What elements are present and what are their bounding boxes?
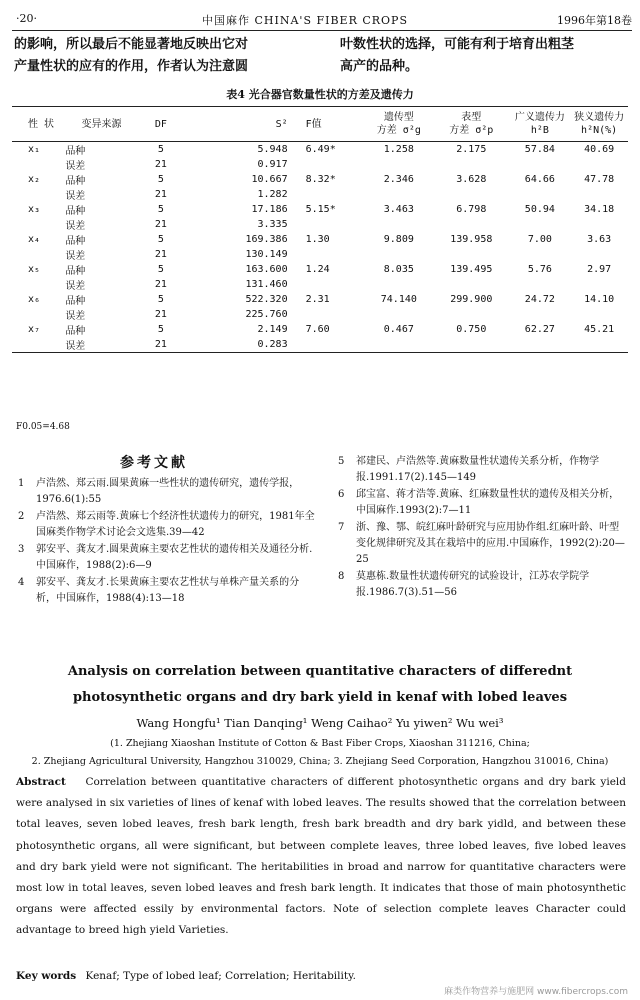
table-header-cell: 表型 方差 σ²p <box>449 112 494 136</box>
table-cell <box>306 187 365 202</box>
table-cell: 0.467 <box>383 324 414 335</box>
affiliation-line2: 2. Zhejiang Agricultural University, Hangzhou 310029, China; 3. Zhejiang Seed Corporation, Hangzhou 310016, China) <box>31 756 609 767</box>
table-cell <box>509 337 570 353</box>
table-header-cell: 遗传型 方差 σ²g <box>376 112 421 136</box>
table-cell: 误差 <box>65 281 86 292</box>
table-cell: 误差 <box>65 311 86 322</box>
reference-item <box>338 487 628 519</box>
reference-number: 7 <box>338 522 345 533</box>
table-cell: 522.320 <box>245 294 288 305</box>
table-header-cell: 变异来源 <box>81 118 122 130</box>
table-cell: 225.760 <box>245 309 288 320</box>
reference-item <box>338 520 628 568</box>
table-cell <box>509 157 570 172</box>
table-cell <box>365 277 434 292</box>
table-cell: 62.27 <box>524 324 555 335</box>
table-cell: 40.69 <box>584 144 615 155</box>
reference-text: 卢浩然、郑云雨.圆果黄麻一些性状的遗传研究，遗传学报，1976.6(1):55 <box>36 478 300 505</box>
table-cell: 131.460 <box>245 279 288 290</box>
reference-number: 8 <box>338 571 345 582</box>
table-cell: 74.140 <box>380 294 417 305</box>
table-body <box>12 142 628 353</box>
table-cell: x₅ <box>28 264 41 275</box>
table-cell: 34.18 <box>584 204 615 215</box>
table-cell: 品种 <box>65 146 86 157</box>
table-cell <box>306 247 365 262</box>
table-cell: 0.283 <box>257 339 288 350</box>
page-number: ·20· <box>16 12 37 25</box>
table-row <box>12 337 628 353</box>
table-cell <box>570 247 628 262</box>
table-row <box>12 157 628 172</box>
table-cell: 1.282 <box>257 189 288 200</box>
volume-info: 1996年第18卷 <box>557 14 632 27</box>
body-text-left <box>14 34 314 78</box>
table-cell: 7.60 <box>305 324 330 335</box>
keywords-text: Kenaf; Type of lobed leaf; Correlation; Heritability. <box>85 970 356 982</box>
table-cell <box>570 187 628 202</box>
table-cell: 5 <box>157 144 164 155</box>
table-cell: 21 <box>154 339 167 350</box>
table-cell: 139.495 <box>450 264 493 275</box>
table-cell: 品种 <box>65 296 86 307</box>
table-header-cell: DF <box>154 118 167 130</box>
table-row <box>12 247 628 262</box>
table-cell: 品种 <box>65 236 86 247</box>
reference-number: 2 <box>18 511 25 522</box>
reference-number: 5 <box>338 456 345 467</box>
table-cell: 5 <box>157 204 164 215</box>
reference-item <box>338 454 628 486</box>
table-cell <box>433 307 509 322</box>
table-cell <box>509 277 570 292</box>
table-cell: 品种 <box>65 176 86 187</box>
table-cell: x₃ <box>28 204 41 215</box>
table-cell: 7.00 <box>527 234 552 245</box>
table-cell <box>12 337 65 353</box>
table-cell <box>433 187 509 202</box>
table-cell <box>365 217 434 232</box>
table-header-cell: 性 状 <box>28 118 55 130</box>
table-cell: x₂ <box>28 174 41 185</box>
english-title-line2: photosynthetic organs and dry bark yield in kenaf with lobed leaves <box>72 690 568 705</box>
table-cell: 品种 <box>65 326 86 337</box>
table-cell: 139.958 <box>450 234 493 245</box>
table-cell <box>509 187 570 202</box>
table-row <box>12 187 628 202</box>
table-cell: 57.84 <box>524 144 555 155</box>
abstract-label: Abstract <box>16 776 66 788</box>
abstract-text: Correlation between quantitative characters of different photosynthetic organs and dry bark yield were analysed in six varieties of lines of kenaf with lobed leaves. The results showed that the correlation between total leaves, seven lobed leaves, fresh bark length, fresh bark breadth and dry bark yidld, and between these photosynthetic organs, all were significant, but between complete leaves, three lobed leaves, five lobed leaves and dry bark yield were not significant. The heritabilities in broad and narrow for quantitative characters were most low in total leaves, seven lobed leaves and fresh bark length. It indicates that those of main photosynthetic organs were affected essily by environmental factors. Note of selection complete leaves Character could advantage to breed high yield Varieties. <box>16 776 627 937</box>
references-left <box>18 476 318 608</box>
table-cell: 163.600 <box>245 264 288 275</box>
table-cell <box>306 217 365 232</box>
table-cell: 品种 <box>65 266 86 277</box>
table-cell: 误差 <box>65 161 86 172</box>
table-cell <box>365 247 434 262</box>
table-cell <box>570 337 628 353</box>
table-row <box>12 142 628 158</box>
table-row <box>12 202 628 217</box>
reference-number: 1 <box>18 478 25 489</box>
reference-text: 浙、豫、鄂、皖红麻叶龄研究与应用协作组.红麻叶龄、叶型变化规律研究及其在栽培中的应用.中国麻作，1992(2):20—25 <box>356 522 625 565</box>
table-row <box>12 232 628 247</box>
table-cell: 2.175 <box>456 144 487 155</box>
running-header <box>12 10 632 31</box>
table-cell: 50.94 <box>524 204 555 215</box>
table-cell <box>570 307 628 322</box>
table-cell: 8.035 <box>383 264 414 275</box>
body-text-right <box>340 34 630 78</box>
table-cell <box>12 217 65 232</box>
table-header-row <box>12 107 628 142</box>
table-row <box>12 277 628 292</box>
references-right <box>338 454 628 602</box>
text-line: 的影响，所以最后不能显著地反映出它对 <box>14 37 249 52</box>
table-cell: 1.30 <box>305 234 330 245</box>
table-cell: 2.31 <box>305 294 330 305</box>
table-row <box>12 172 628 187</box>
table-cell: 误差 <box>65 251 86 262</box>
table-cell: 3.63 <box>587 234 612 245</box>
table-cell: 21 <box>154 219 167 230</box>
affiliation-line1: (1. Zhejiang Xiaoshan Institute of Cotton & Bast Fiber Crops, Xiaoshan 311216, China; <box>110 738 530 749</box>
table-cell <box>12 157 65 172</box>
table-row <box>12 217 628 232</box>
keywords-label: Key words <box>16 970 77 982</box>
table-cell: 3.628 <box>456 174 487 185</box>
reference-text: 莫惠栋.数量性状遗传研究的试验设计，江苏农学院学报.1986.7(3).51—56 <box>356 571 590 598</box>
table-cell <box>433 337 509 353</box>
table-cell <box>12 277 65 292</box>
table-cell: 5 <box>157 234 164 245</box>
table-cell <box>306 277 365 292</box>
table-cell <box>12 187 65 202</box>
table-cell: 21 <box>154 279 167 290</box>
table-cell: 47.78 <box>584 174 615 185</box>
variance-table <box>12 106 628 353</box>
reference-text: 郭安平、龚友才.圆果黄麻主要农艺性状的遗传相关及通径分析.中国麻作，1988(2):6—9 <box>36 544 313 571</box>
reference-text: 卢浩然、郑云雨等.黄麻七个经济性状遗传力的研究，1981年全国麻类作物学术讨论会文选集.39—42 <box>36 511 315 538</box>
table-cell: 21 <box>154 189 167 200</box>
table-cell: x₆ <box>28 294 41 305</box>
table-cell: 误差 <box>65 341 86 352</box>
reference-item <box>18 509 318 541</box>
table-cell: 21 <box>154 249 167 260</box>
reference-number: 6 <box>338 489 345 500</box>
table-cell <box>365 157 434 172</box>
english-title-line1: Analysis on correlation between quantitative characters of differednt <box>67 664 573 679</box>
reference-item <box>338 569 628 601</box>
table-cell: 14.10 <box>584 294 615 305</box>
keywords <box>16 970 356 982</box>
table-cell: 8.32* <box>305 174 336 185</box>
reference-text: 邱宝富、蒋才浩等.黄麻、红麻数量性状的遗传及相关分析，中国麻作.1993(2):7—11 <box>356 489 620 516</box>
reference-number: 4 <box>18 577 25 588</box>
table-cell <box>433 277 509 292</box>
table-cell: x₁ <box>28 144 41 155</box>
table-cell: x₄ <box>28 234 41 245</box>
table-cell <box>365 337 434 353</box>
table-cell: 误差 <box>65 191 86 202</box>
text-line: 高产的品种。 <box>340 59 419 74</box>
table-note: F0.05=4.68 <box>16 422 70 432</box>
reference-item <box>18 476 318 508</box>
table-cell: 品种 <box>65 206 86 217</box>
table-header-cell: 狭义遗传力 h²N(%) <box>574 112 625 136</box>
table-cell <box>433 157 509 172</box>
table-cell <box>433 217 509 232</box>
table-cell: 299.900 <box>450 294 493 305</box>
table-cell <box>306 337 365 353</box>
table-cell <box>509 247 570 262</box>
table-cell <box>570 157 628 172</box>
table-cell: 0.917 <box>257 159 288 170</box>
journal-name: 中国麻作 CHINA'S FIBER CROPS <box>202 14 408 27</box>
table-cell: 误差 <box>65 221 86 232</box>
reference-text: 祁建民、卢浩然等.黄麻数量性状遗传关系分析，作物学报.1991.17(2).145—149 <box>356 456 600 483</box>
table-cell: 5.76 <box>527 264 552 275</box>
table-cell: 2.149 <box>257 324 288 335</box>
table-row <box>12 322 628 337</box>
reference-item <box>18 575 318 607</box>
table-cell: 6.798 <box>456 204 487 215</box>
table-cell: 2.97 <box>587 264 612 275</box>
table-cell <box>509 217 570 232</box>
table-cell: 169.386 <box>245 234 288 245</box>
table-cell <box>365 307 434 322</box>
table-cell: 5.948 <box>257 144 288 155</box>
reference-text: 郭安平、龚友才.长果黄麻主要农艺性状与单株产量关系的分析，中国麻作，1988(4):13—18 <box>36 577 300 604</box>
references-heading: 参考文献 <box>120 455 188 471</box>
watermark: 麻类作物营养与施肥网 www.fibercrops.com <box>444 987 628 997</box>
table-cell: 5 <box>157 324 164 335</box>
table-cell <box>306 307 365 322</box>
table-cell: 3.335 <box>257 219 288 230</box>
table-cell <box>306 157 365 172</box>
table-cell: 45.21 <box>584 324 615 335</box>
table-caption: 表4 光合器官数量性状的方差及遗传力 <box>226 88 414 101</box>
table-cell <box>570 277 628 292</box>
table-cell <box>12 307 65 322</box>
table-cell: 1.258 <box>383 144 414 155</box>
table-cell: 21 <box>154 309 167 320</box>
table-cell: 5 <box>157 174 164 185</box>
table-cell: 24.72 <box>524 294 555 305</box>
table-cell: 64.66 <box>524 174 555 185</box>
table-cell <box>433 247 509 262</box>
abstract <box>16 772 626 942</box>
table-cell <box>365 187 434 202</box>
table-cell: 17.186 <box>251 204 288 215</box>
table-cell: x₇ <box>28 324 41 335</box>
table-header-cell: 广义遗传力 h²B <box>514 112 565 136</box>
reference-number: 3 <box>18 544 25 555</box>
table-row <box>12 307 628 322</box>
table-cell <box>570 217 628 232</box>
table-cell <box>12 247 65 262</box>
table-cell <box>509 307 570 322</box>
table-cell: 2.346 <box>383 174 414 185</box>
table-cell: 5.15* <box>305 204 336 215</box>
table-cell: 5 <box>157 264 164 275</box>
table-cell: 130.149 <box>245 249 288 260</box>
table-cell: 0.750 <box>456 324 487 335</box>
table-cell: 5 <box>157 294 164 305</box>
text-line: 叶数性状的选择，可能有利于培育出粗茎 <box>340 37 575 52</box>
table-cell: 9.809 <box>383 234 414 245</box>
table-row <box>12 262 628 277</box>
table-cell: 1.24 <box>305 264 330 275</box>
table-cell: 21 <box>154 159 167 170</box>
table-header-cell: F值 <box>305 118 322 130</box>
text-line: 产量性状的应有的作用，作者认为注意圆 <box>14 59 249 74</box>
table-row <box>12 292 628 307</box>
table-cell: 10.667 <box>251 174 288 185</box>
authors: Wang Hongfu¹ Tian Danqing¹ Weng Caihao² Yu yiwen² Wu wei³ <box>136 716 504 730</box>
reference-item <box>18 542 318 574</box>
table-header-cell: S² <box>275 118 288 130</box>
table-cell: 3.463 <box>383 204 414 215</box>
table-cell: 6.49* <box>305 144 336 155</box>
